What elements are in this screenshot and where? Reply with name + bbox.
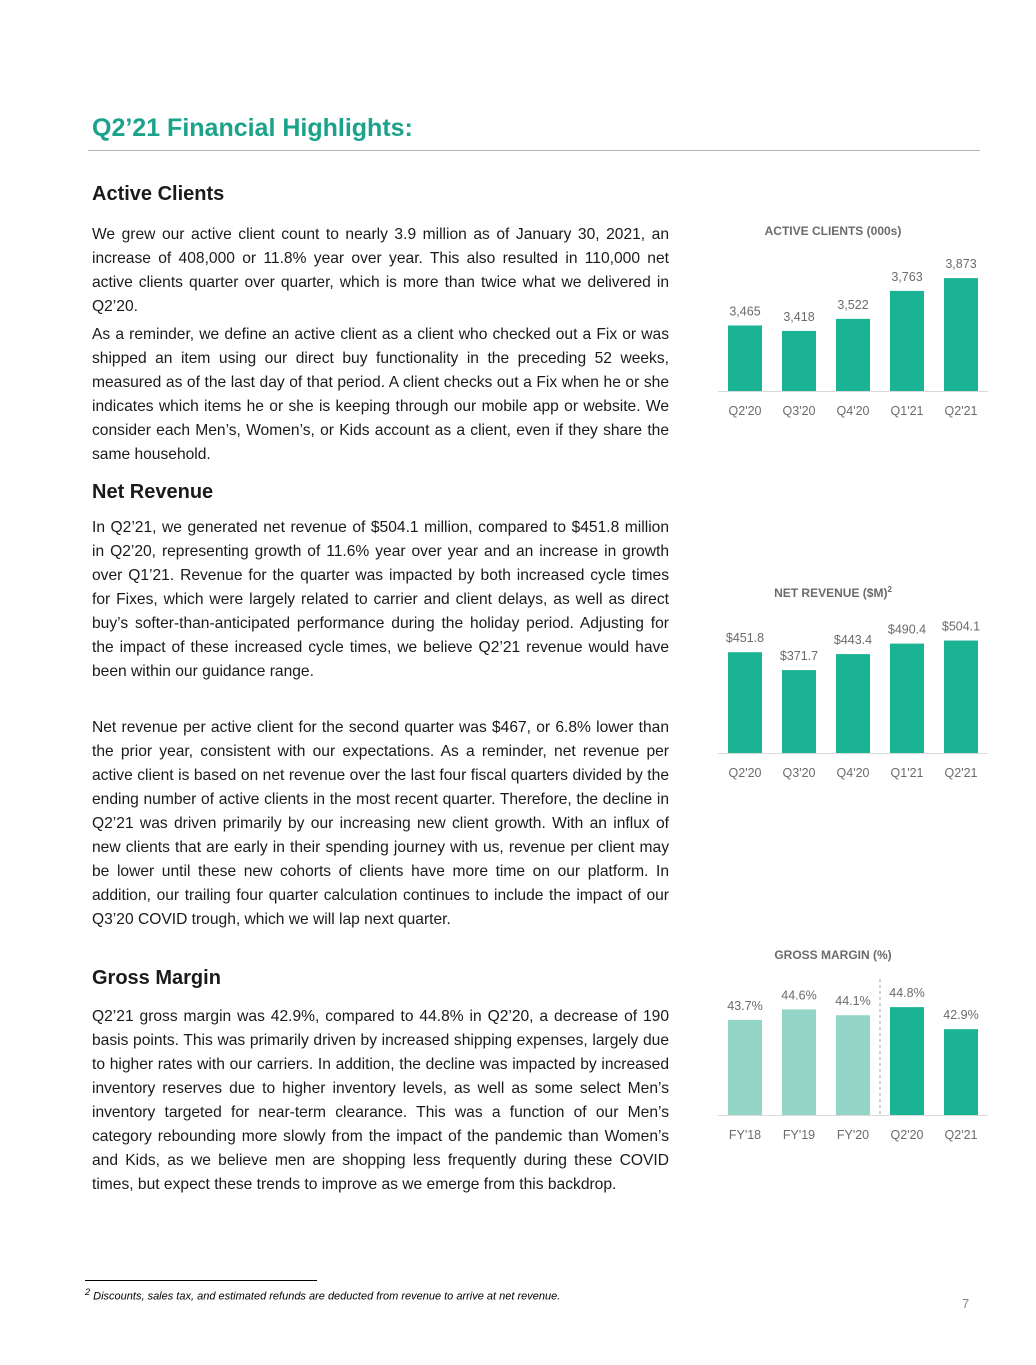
- net-revenue-paragraph-2: Net revenue per active client for the second quarter was $467, or 6.8% lower than the prior year, consistent with our expectations. As a reminder, net revenue per active client is based on net revenue over the last four fiscal quarters divided by the ending number of active clients in the most recent quarter. Therefore, the decline in Q2’21 was driven primarily by our increasing new client growth. With an influx of new clients that are early in their spending journey with us, revenue per client may be lower until these new cohorts of clients have more time on our platform. In addition, our trailing four quarter calculation continues to include the impact of our Q3’20 COVID trough, which we will lap next quarter.: [92, 719, 669, 928]
- footnote-divider: [85, 1280, 317, 1281]
- gross-margin-bar-1: [782, 1009, 816, 1115]
- active-clients-chart-title: ACTIVE CLIENTS (000s): [764, 224, 902, 238]
- gross-margin-value-label-4: 42.9%: [943, 1008, 979, 1023]
- net-revenue-paragraph-1: In Q2’21, we generated net revenue of $504.1 million, compared to $451.8 million in Q2’20, representing growth of 11.6% year over year and an increase in growth over Q1’21. Revenue for the quarter was impacted by both increased cycle times for Fixes, which were largely related to carrier and client delays, as well as direct buy’s softer-than-anticipated performance during the holiday period. Adjusting for the impact of these increased cycle times, we believe Q2’21 revenue would have been within our guidance range.: [92, 519, 669, 680]
- gross-margin-bar-3: [890, 1007, 924, 1115]
- gross-margin-value-label-3: 44.8%: [889, 986, 925, 1001]
- active-clients-value-label-0: 3,465: [729, 304, 761, 319]
- active-clients-bar-4: [944, 278, 978, 391]
- net-revenue-x-tick-2: Q4'20: [836, 766, 870, 780]
- active-clients-value-label-2: 3,522: [837, 297, 869, 312]
- active-clients-chart: [718, 220, 988, 425]
- net-revenue-value-label-4: $504.1: [941, 619, 981, 634]
- net-revenue-bar-4: [944, 641, 978, 753]
- title-divider: [88, 150, 980, 151]
- gross-margin-value-label-2: 44.1%: [835, 994, 871, 1009]
- net-revenue-x-tick-1: Q3'20: [782, 766, 816, 780]
- net-revenue-chart: [718, 582, 988, 787]
- active-clients-bar-0: [728, 325, 762, 391]
- gross-margin-x-tick-4: Q2'21: [944, 1128, 978, 1142]
- gross-margin-chart: [718, 944, 988, 1149]
- gross-margin-x-tick-1: FY'19: [782, 1128, 816, 1142]
- net-revenue-value-label-0: $451.8: [725, 631, 765, 646]
- active-clients-value-label-3: 3,763: [891, 269, 923, 284]
- gross-margin-x-tick-2: FY'20: [836, 1128, 870, 1142]
- active-clients-chart-svg: [718, 220, 988, 425]
- gross-margin-bar-4: [944, 1029, 978, 1115]
- net-revenue-bar-3: [890, 644, 924, 753]
- gross-margin-x-tick-3: Q2'20: [890, 1128, 924, 1142]
- gross-margin-value-label-0: 43.7%: [727, 998, 763, 1013]
- gross-margin-bar-0: [728, 1020, 762, 1115]
- gross-margin-chart-svg: [718, 944, 988, 1149]
- page-number: 7: [962, 1296, 970, 1311]
- net-revenue-chart-svg: [718, 582, 988, 787]
- active-clients-paragraph-1: We grew our active client count to nearly 3.9 million as of January 30, 2021, an increase of 408,000 or 11.8% year over year. This also resulted in 110,000 net active clients quarter over quarter, which is more than twice what we delivered in Q2’20.: [92, 226, 669, 315]
- net-revenue-bar-1: [782, 670, 816, 753]
- net-revenue-bar-2: [836, 654, 870, 753]
- footnote: [85, 1287, 560, 1303]
- net-revenue-value-label-1: $371.7: [779, 649, 819, 664]
- active-clients-x-tick-3: Q1'21: [890, 404, 924, 418]
- net-revenue-x-tick-4: Q2'21: [944, 766, 978, 780]
- footnote-text: Discounts, sales tax, and estimated refunds are deducted from revenue to arrive at net revenue.: [93, 1290, 561, 1303]
- net-revenue-bar-0: [728, 652, 762, 753]
- active-clients-x-tick-4: Q2'21: [944, 404, 978, 418]
- active-clients-bar-2: [836, 319, 870, 391]
- active-clients-value-label-4: 3,873: [945, 257, 977, 272]
- active-clients-x-tick-0: Q2'20: [728, 404, 762, 418]
- net-revenue-chart-title: NET REVENUE ($M)$^2$: [774, 585, 892, 600]
- active-clients-heading: Active Clients: [92, 183, 225, 205]
- active-clients-bar-3: [890, 291, 924, 391]
- footnote-marker: 2: [85, 1287, 91, 1297]
- net-revenue-x-tick-3: Q1'21: [890, 766, 924, 780]
- gross-margin-heading: Gross Margin: [92, 967, 221, 989]
- active-clients-paragraph-2: As a reminder, we define an active client as a client who checked out a Fix or was shipped an item using our direct buy functionality in the preceding 52 weeks, measured as of the last day of that period. A client checks out a Fix when he or she indicates which items he or she is keeping through our mobile app or website. We consider each Men’s, Women’s, or Kids account as a client, even if they share the same household.: [92, 326, 669, 463]
- active-clients-x-tick-2: Q4'20: [836, 404, 870, 418]
- page-title: Q2’21 Financial Highlights:: [92, 114, 413, 142]
- active-clients-x-tick-1: Q3'20: [782, 404, 816, 418]
- gross-margin-paragraph-1: Q2’21 gross margin was 42.9%, compared to 44.8% in Q2’20, a decrease of 190 basis points. This was primarily driven by increased shipping expenses, largely due to higher rates with our carriers. In addition, the decline was impacted by increased inventory reserves due to higher inventory levels, as well as some select Men’s inventory targeted for near-term clearance. This was a function of our Men’s category rebounding more slowly from the impact of the pandemic than Women’s and Kids, as we believe men are shopping less frequently during these COVID times, but expect these trends to improve as we emerge from this backdrop.: [92, 1008, 669, 1193]
- gross-margin-chart-title: GROSS MARGIN (%): [774, 948, 892, 962]
- net-revenue-x-tick-0: Q2'20: [728, 766, 762, 780]
- active-clients-value-label-1: 3,418: [783, 309, 815, 324]
- gross-margin-value-label-1: 44.6%: [781, 988, 817, 1003]
- gross-margin-bar-2: [836, 1015, 870, 1115]
- net-revenue-value-label-2: $443.4: [833, 633, 873, 648]
- gross-margin-x-tick-0: FY'18: [728, 1128, 762, 1142]
- net-revenue-heading: Net Revenue: [92, 481, 214, 503]
- active-clients-bar-1: [782, 331, 816, 391]
- net-revenue-value-label-3: $490.4: [887, 622, 927, 637]
